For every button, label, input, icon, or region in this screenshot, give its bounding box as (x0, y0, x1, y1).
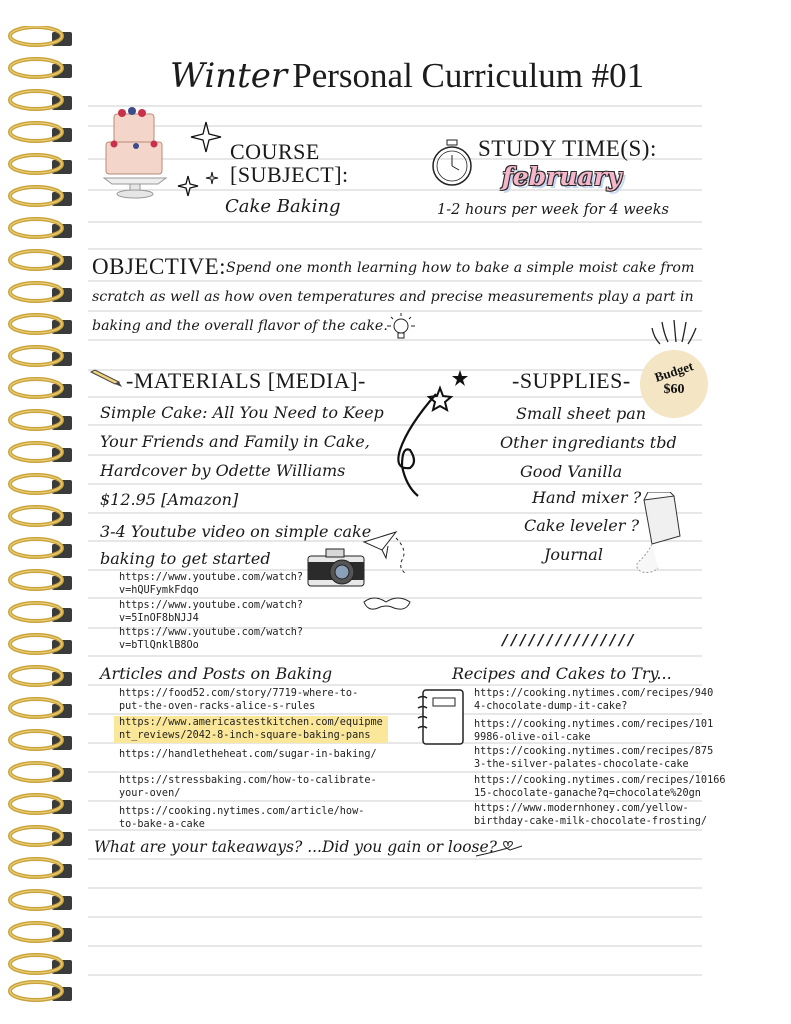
article-link-4[interactable]: https://stressbaking.com/how-to-calibrate- your-oven/ (119, 775, 377, 799)
camera-icon (306, 544, 366, 594)
study-time-month: february (502, 162, 622, 191)
recipe-link-2[interactable]: https://cooking.nytimes.com/recipes/101 9986-olive-oil-cake (474, 719, 714, 743)
recipe-link-5[interactable]: https://www.modernhoney.com/yellow- birthday-cake-milk-chocolate-frosting/ (474, 803, 708, 827)
supply-item-3: Good Vanilla (520, 462, 623, 481)
sleep-mask-icon (360, 592, 414, 614)
materials-book-line-2: Your Friends and Family in Cake, (100, 432, 370, 451)
heart-flourish-icon (474, 838, 524, 860)
cake-icon (100, 104, 180, 200)
pencil-icon (89, 368, 123, 388)
supply-item-2: Other ingrediants tbd (500, 433, 677, 452)
article-link-2[interactable]: https://www.americastestkitchen.com/equipme nt_reviews/2042-8-inch-square-baking-pans (114, 716, 388, 743)
budget-badge (640, 350, 708, 418)
course-heading: COURSE [SUBJECT]: (230, 139, 349, 187)
objective-line-2: scratch as well as how oven temperatures and precise measurements play a part in (92, 289, 694, 305)
recipe-link-1[interactable]: https://cooking.nytimes.com/recipes/940 4-chocolate-dump-it-cake? (474, 688, 714, 712)
materials-heading: -MATERIALS [MEDIA]- (126, 368, 366, 393)
tally-marks: /////////////// (502, 631, 637, 649)
title-main: Personal Curriculum #01 (292, 56, 645, 95)
notebook-icon (415, 686, 467, 748)
materials-video-line-2: baking to get started (100, 549, 271, 568)
stars-swirl-icon (388, 366, 478, 500)
objective-line-1: Spend one month learning how to bake a simple moist cake from (226, 260, 695, 276)
lightbulb-icon (384, 312, 418, 344)
materials-book-line-1: Simple Cake: All You Need to Keep (100, 403, 384, 422)
materials-book-line-4: $12.95 [Amazon] (100, 490, 239, 509)
flour-bag-icon (630, 492, 688, 576)
video-link-2[interactable]: https://www.youtube.com/watch? v=5InOF8bNJJ4 (119, 600, 304, 624)
burst-icon (646, 318, 702, 348)
stopwatch-icon (428, 138, 476, 190)
recipe-link-3[interactable]: https://cooking.nytimes.com/recipes/875 3-the-silver-palates-chocolate-cake (474, 746, 714, 770)
materials-book-line-3: Hardcover by Odette Williams (100, 461, 346, 480)
supplies-heading: -SUPPLIES- (512, 368, 631, 393)
study-time-value: 1-2 hours per week for 4 weeks (437, 202, 669, 218)
article-link-3[interactable]: https://handletheheat.com/sugar-in-baking/ (119, 749, 377, 760)
recipe-link-4[interactable]: https://cooking.nytimes.com/recipes/10166 15-chocolate-ganache?q=chocolate%20gn (474, 775, 726, 799)
video-link-3[interactable]: https://www.youtube.com/watch? v=bTlQnklB8Oo (119, 627, 304, 651)
materials-video-line-1: 3-4 Youtube video on simple cake (100, 522, 372, 541)
takeaways-prompt: What are your takeaways? ...Did you gain or loose? (94, 838, 497, 856)
supply-item-5: Cake leveler ? (524, 516, 640, 535)
article-link-5[interactable]: https://cooking.nytimes.com/article/how- to-bake-a-cake (119, 806, 365, 830)
objective-line-3: baking and the overall flavor of the cake. (92, 318, 388, 334)
articles-heading: Articles and Posts on Baking (100, 664, 333, 683)
budget-amount: $60 (663, 382, 685, 397)
budget-label: Budget (652, 358, 696, 385)
video-link-1[interactable]: https://www.youtube.com/watch? v=hQUFymkFdqo (119, 572, 304, 596)
supply-item-1: Small sheet pan (516, 404, 647, 423)
course-value: Cake Baking (225, 196, 341, 217)
page-title (170, 56, 644, 102)
objective-heading: OBJECTIVE: (92, 254, 227, 279)
article-link-1[interactable]: https://food52.com/story/7719-where-to- put-the-oven-racks-alice-s-rules (119, 688, 359, 712)
supply-item-6: Journal (544, 545, 603, 564)
study-time-heading: STUDY TIME(S): (478, 136, 657, 161)
spiral-binding (6, 26, 76, 1006)
paper-plane-icon (362, 528, 416, 578)
sparkle-icon (176, 120, 226, 210)
recipes-heading: Recipes and Cakes to Try... (452, 664, 672, 683)
supply-item-4: Hand mixer ? (532, 488, 642, 507)
title-season: Winter (170, 56, 288, 96)
